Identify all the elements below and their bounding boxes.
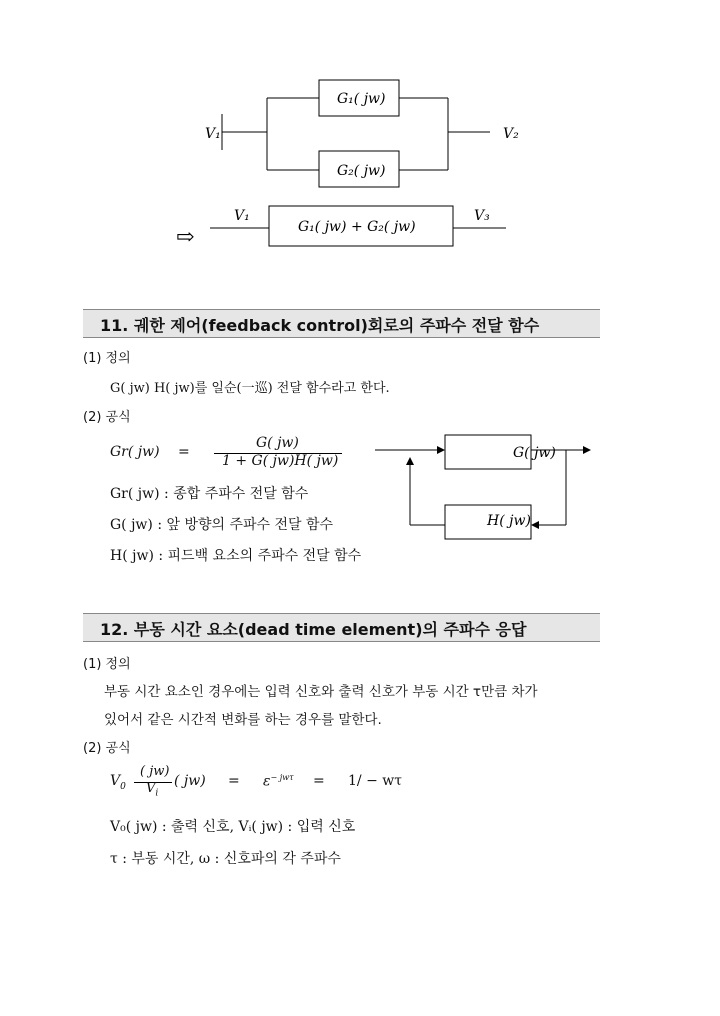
formula-numerator: G( jw): [256, 435, 299, 451]
g1-label: G₁( jw): [337, 91, 386, 107]
dead-time-definition: τ : 부동 시간, ω : 신호파의 각 주파수: [110, 851, 341, 867]
g2-label: G₂( jw): [337, 163, 386, 179]
v2-label: V₂: [503, 126, 519, 142]
formula-rhs: 1/ − wτ: [348, 773, 402, 789]
formula-exponential: $\varepsilon^{- jw\tau}$: [263, 773, 294, 790]
sum-label: G₁( jw) + G₂( jw): [298, 219, 416, 235]
formula-fraction-denominator: $V_i$: [146, 781, 159, 799]
parallel-block-diagram: [0, 0, 720, 290]
formula-equals-2: =: [313, 773, 325, 789]
definition-g: G( jw) : 앞 방향의 주파수 전달 함수: [110, 517, 334, 533]
formula-v0: $V_0$: [110, 773, 126, 792]
section-12-formula-label: (2) 공식: [83, 741, 131, 756]
v1-label: V₁: [205, 126, 221, 142]
formula-equals-1: =: [228, 773, 240, 789]
section-11-definition-text: G( jw) H( jw)를 일순(一巡) 전달 함수라고 한다.: [110, 381, 390, 396]
block-g-label: G( jw): [513, 445, 556, 461]
v3-label: V₃: [474, 208, 490, 224]
arrow-icon: ⇨: [176, 225, 195, 250]
formula-fraction-numerator: ( jw): [140, 764, 170, 779]
block-h-label: H( jw): [487, 513, 531, 529]
v1b-label: V₁: [234, 208, 250, 224]
section-12-definition-label: (1) 정의: [83, 657, 131, 672]
section-12-definition-line-1: 부동 시간 요소인 경우에는 입력 신호와 출력 신호가 부동 시간 τ만큼 차가: [104, 684, 538, 700]
formula-lhs: Gr( jw): [110, 444, 160, 460]
section-12-title: 12. 부동 시간 요소(dead time element)의 주파수 응답: [100, 620, 527, 639]
section-12-definition-line-2: 있어서 같은 시간적 변화를 하는 경우를 말한다.: [104, 712, 382, 728]
section-11-definition-label: (1) 정의: [83, 351, 131, 366]
signal-definitions: V₀( jw) : 출력 신호, Vᵢ( jw) : 입력 신호: [110, 819, 356, 835]
feedback-block-diagram: [370, 425, 610, 555]
section-11-formula-label: (2) 공식: [83, 410, 131, 425]
formula-equals: =: [178, 444, 190, 460]
formula-after-fraction: ( jw): [174, 773, 206, 789]
definition-gr: Gr( jw) : 종합 주파수 전달 함수: [110, 486, 309, 502]
formula-denominator: 1 + G( jw)H( jw): [222, 453, 339, 469]
definition-h: H( jw) : 피드백 요소의 주파수 전달 함수: [110, 548, 362, 564]
section-11-title: 11. 궤한 제어(feedback control)회로의 주파수 전달 함수: [100, 316, 540, 335]
